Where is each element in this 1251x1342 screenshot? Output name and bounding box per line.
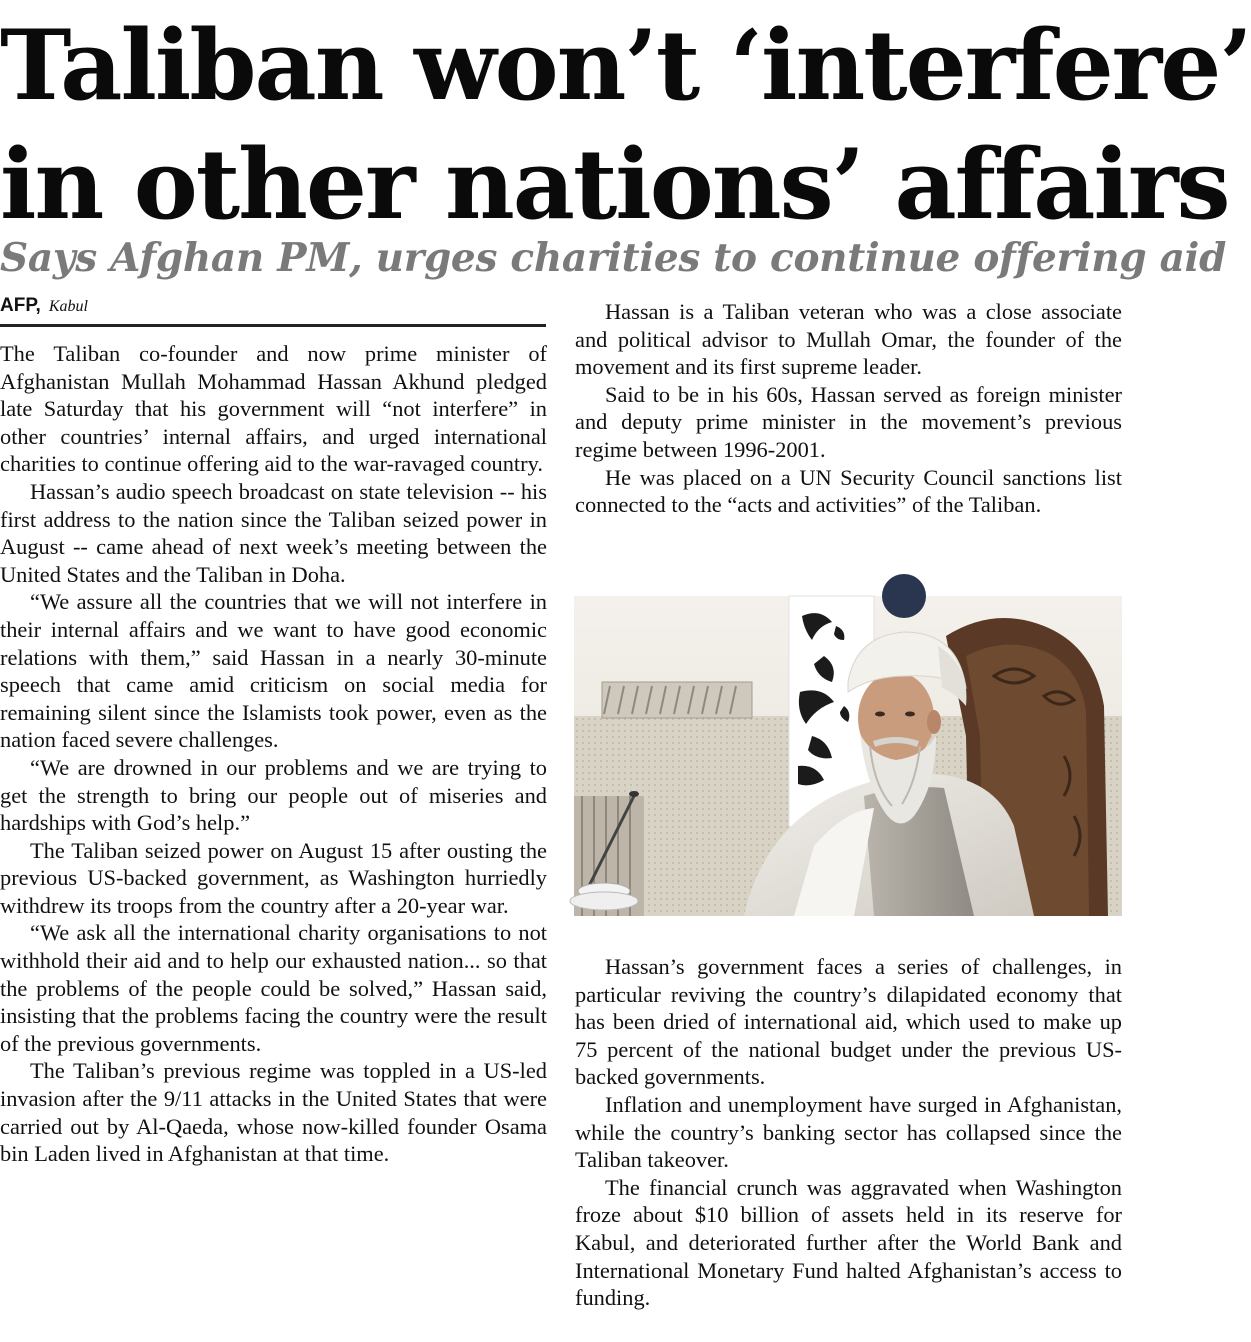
paragraph: “We assure all the countries that we will not interfere in their internal affairs and we want to have good economic relations with them,” said Hassan in a nearly 30-minute speech that came amid criticism on social media for remaining silent since the Islamists took power, even as the nation faced severe challenges.: [0, 589, 547, 753]
subheadline: Says Afghan PM, urges charities to continue offering aid: [0, 235, 1227, 281]
paragraph: The financial crunch was aggravated when Washington froze about $10 billion of assets held in its reserve for Kabul, and deteriorated further after the World Bank and International Monetary Fund halted Afghanistan’s access to funding.: [575, 1174, 1122, 1311]
headline-line-1: Taliban won’t ‘interfere’: [0, 9, 1251, 122]
right-column-bottom: [575, 953, 1122, 1312]
headline: [0, 6, 1251, 244]
paragraph: The Taliban seized power on August 15 after ousting the previous US-backed government, as Washington hurriedly withdrew its troops from the country after a 20-year war.: [0, 837, 547, 918]
paragraph: Inflation and unemployment have surged in Afghanistan, while the country’s banking sector has collapsed since the Taliban takeover.: [575, 1091, 1122, 1173]
paragraph: “We ask all the international charity organisations to not withhold their aid and to help our exhausted nation... so that the problems of the people could be solved,” Hassan said, insisting that the problems facing the country were the result of the previous governments.: [0, 920, 547, 1056]
left-column: [0, 340, 547, 1168]
paragraph: The Taliban’s previous regime was toppled in a US-led invasion after the 9/11 attacks in the United States that were carried out by Al-Qaeda, whose now-killed founder Osama bin Laden lived in Afghanistan at that time.: [0, 1058, 547, 1167]
paragraph: Hassan is a Taliban veteran who was a close associate and political advisor to Mullah Omar, the founder of the movement and its first supreme leader.: [575, 299, 1122, 380]
news-photo: [574, 596, 1122, 916]
paragraph: “We are drowned in our problems and we are trying to get the strength to bring our people out of miseries and hardships with God’s help.”: [0, 754, 547, 836]
paragraph: Said to be in his 60s, Hassan served as foreign minister and deputy prime minister in the movement’s previous regime between 1996-2001.: [575, 381, 1122, 462]
right-column-top: [575, 298, 1122, 519]
byline-agency: AFP,: [0, 295, 41, 316]
byline: [0, 292, 546, 327]
photo-illustration: [574, 596, 1122, 916]
byline-dateline: Kabul: [48, 298, 88, 315]
headline-line-2: in other nations’ affairs: [0, 128, 1229, 241]
paragraph: The Taliban co-founder and now prime minister of Afghanistan Mullah Mohammad Hassan Akhund pledged late Saturday that his government will “not interfere” in other countries’ internal affairs, and urged international charities to continue offering aid to the war-ravaged country.: [0, 341, 547, 477]
paragraph: Hassan’s government faces a series of challenges, in particular reviving the country’s dilapidated economy that has been dried of international aid, which used to make up 75 percent of the national budget under the previous US-backed governments.: [575, 954, 1122, 1090]
paragraph: Hassan’s audio speech broadcast on state television -- his first address to the nation since the Taliban seized power in August -- came ahead of next week’s meeting between the United States and the Taliban in Doha.: [0, 478, 547, 587]
paragraph: He was placed on a UN Security Council sanctions list connected to the “acts and activities” of the Taliban.: [575, 464, 1122, 518]
